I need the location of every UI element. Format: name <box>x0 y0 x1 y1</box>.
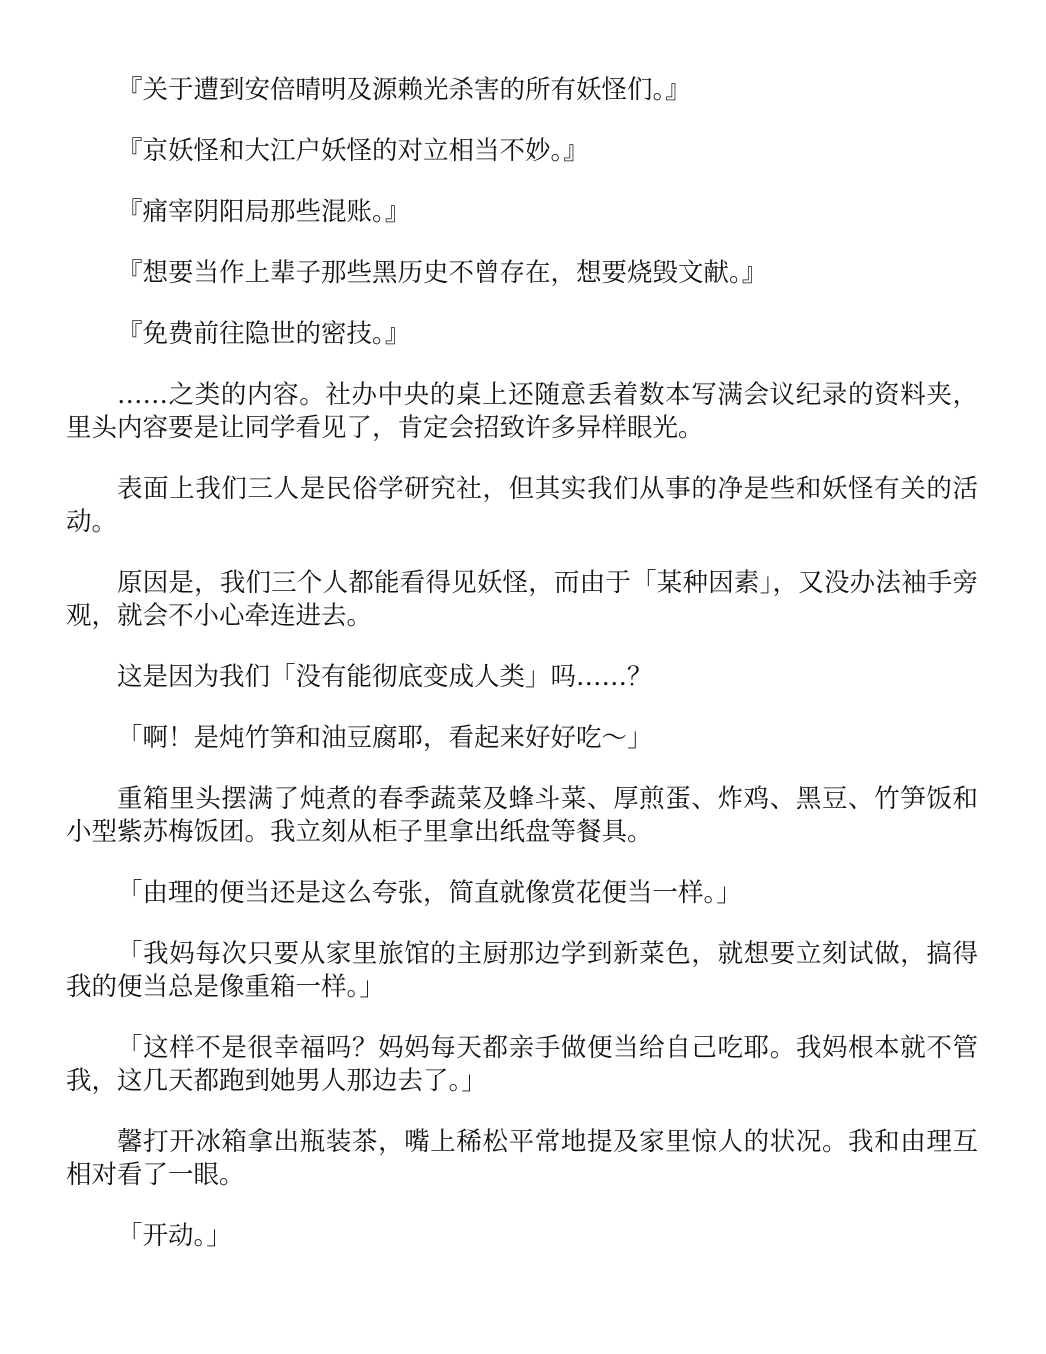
paragraph: 『痛宰阴阳局那些混账。』 <box>117 197 411 227</box>
paragraph: 重箱里头摆满了炖煮的春季蔬菜及蜂斗菜、厚煎蛋、炸鸡、黑豆、竹笋饭和小型紫苏梅饭团。我立刻从柜子里拿出纸盘等餐具。 <box>66 784 978 847</box>
paragraph: 『关于遭到安倍晴明及源赖光杀害的所有妖怪们。』 <box>117 75 691 105</box>
paragraph: 这是因为我们「没有能彻底变成人类」吗……？ <box>117 662 653 692</box>
paragraph: 原因是，我们三个人都能看得见妖怪，而由于「某种因素」，又没办法袖手旁观，就会不小心牵连进去。 <box>66 568 978 631</box>
paragraph: 「啊！是炖竹笋和油豆腐耶，看起来好好吃～」 <box>117 723 653 753</box>
paragraph: 「由理的便当还是这么夸张，简直就像赏花便当一样。」 <box>117 878 742 908</box>
paragraph: 「我妈每次只要从家里旅馆的主厨那边学到新菜色，就想要立刻试做，搞得我的便当总是像重箱一样。」 <box>66 939 978 1002</box>
paragraph: 『想要当作上辈子那些黑历史不曾存在，想要烧毁文献。』 <box>117 258 768 288</box>
paragraph: 表面上我们三人是民俗学研究社，但其实我们从事的净是些和妖怪有关的活动。 <box>66 474 978 537</box>
paragraph: ……之类的内容。社办中央的桌上还随意丢着数本写满会议纪录的资料夹，里头内容要是让同学看见了，肯定会招致许多异样眼光。 <box>66 380 978 443</box>
document-body <box>66 74 978 1281</box>
paragraph: 馨打开冰箱拿出瓶装茶，嘴上稀松平常地提及家里惊人的状况。我和由理互相对看了一眼。 <box>66 1127 978 1190</box>
paragraph: 「这样不是很幸福吗？妈妈每天都亲手做便当给自己吃耶。我妈根本就不管我，这几天都跑到她男人那边去了。」 <box>66 1033 978 1096</box>
paragraph: 『京妖怪和大江户妖怪的对立相当不妙。』 <box>117 136 589 166</box>
paragraph: 「开动。」 <box>117 1221 232 1251</box>
paragraph: 『免费前往隐世的密技。』 <box>117 319 411 349</box>
